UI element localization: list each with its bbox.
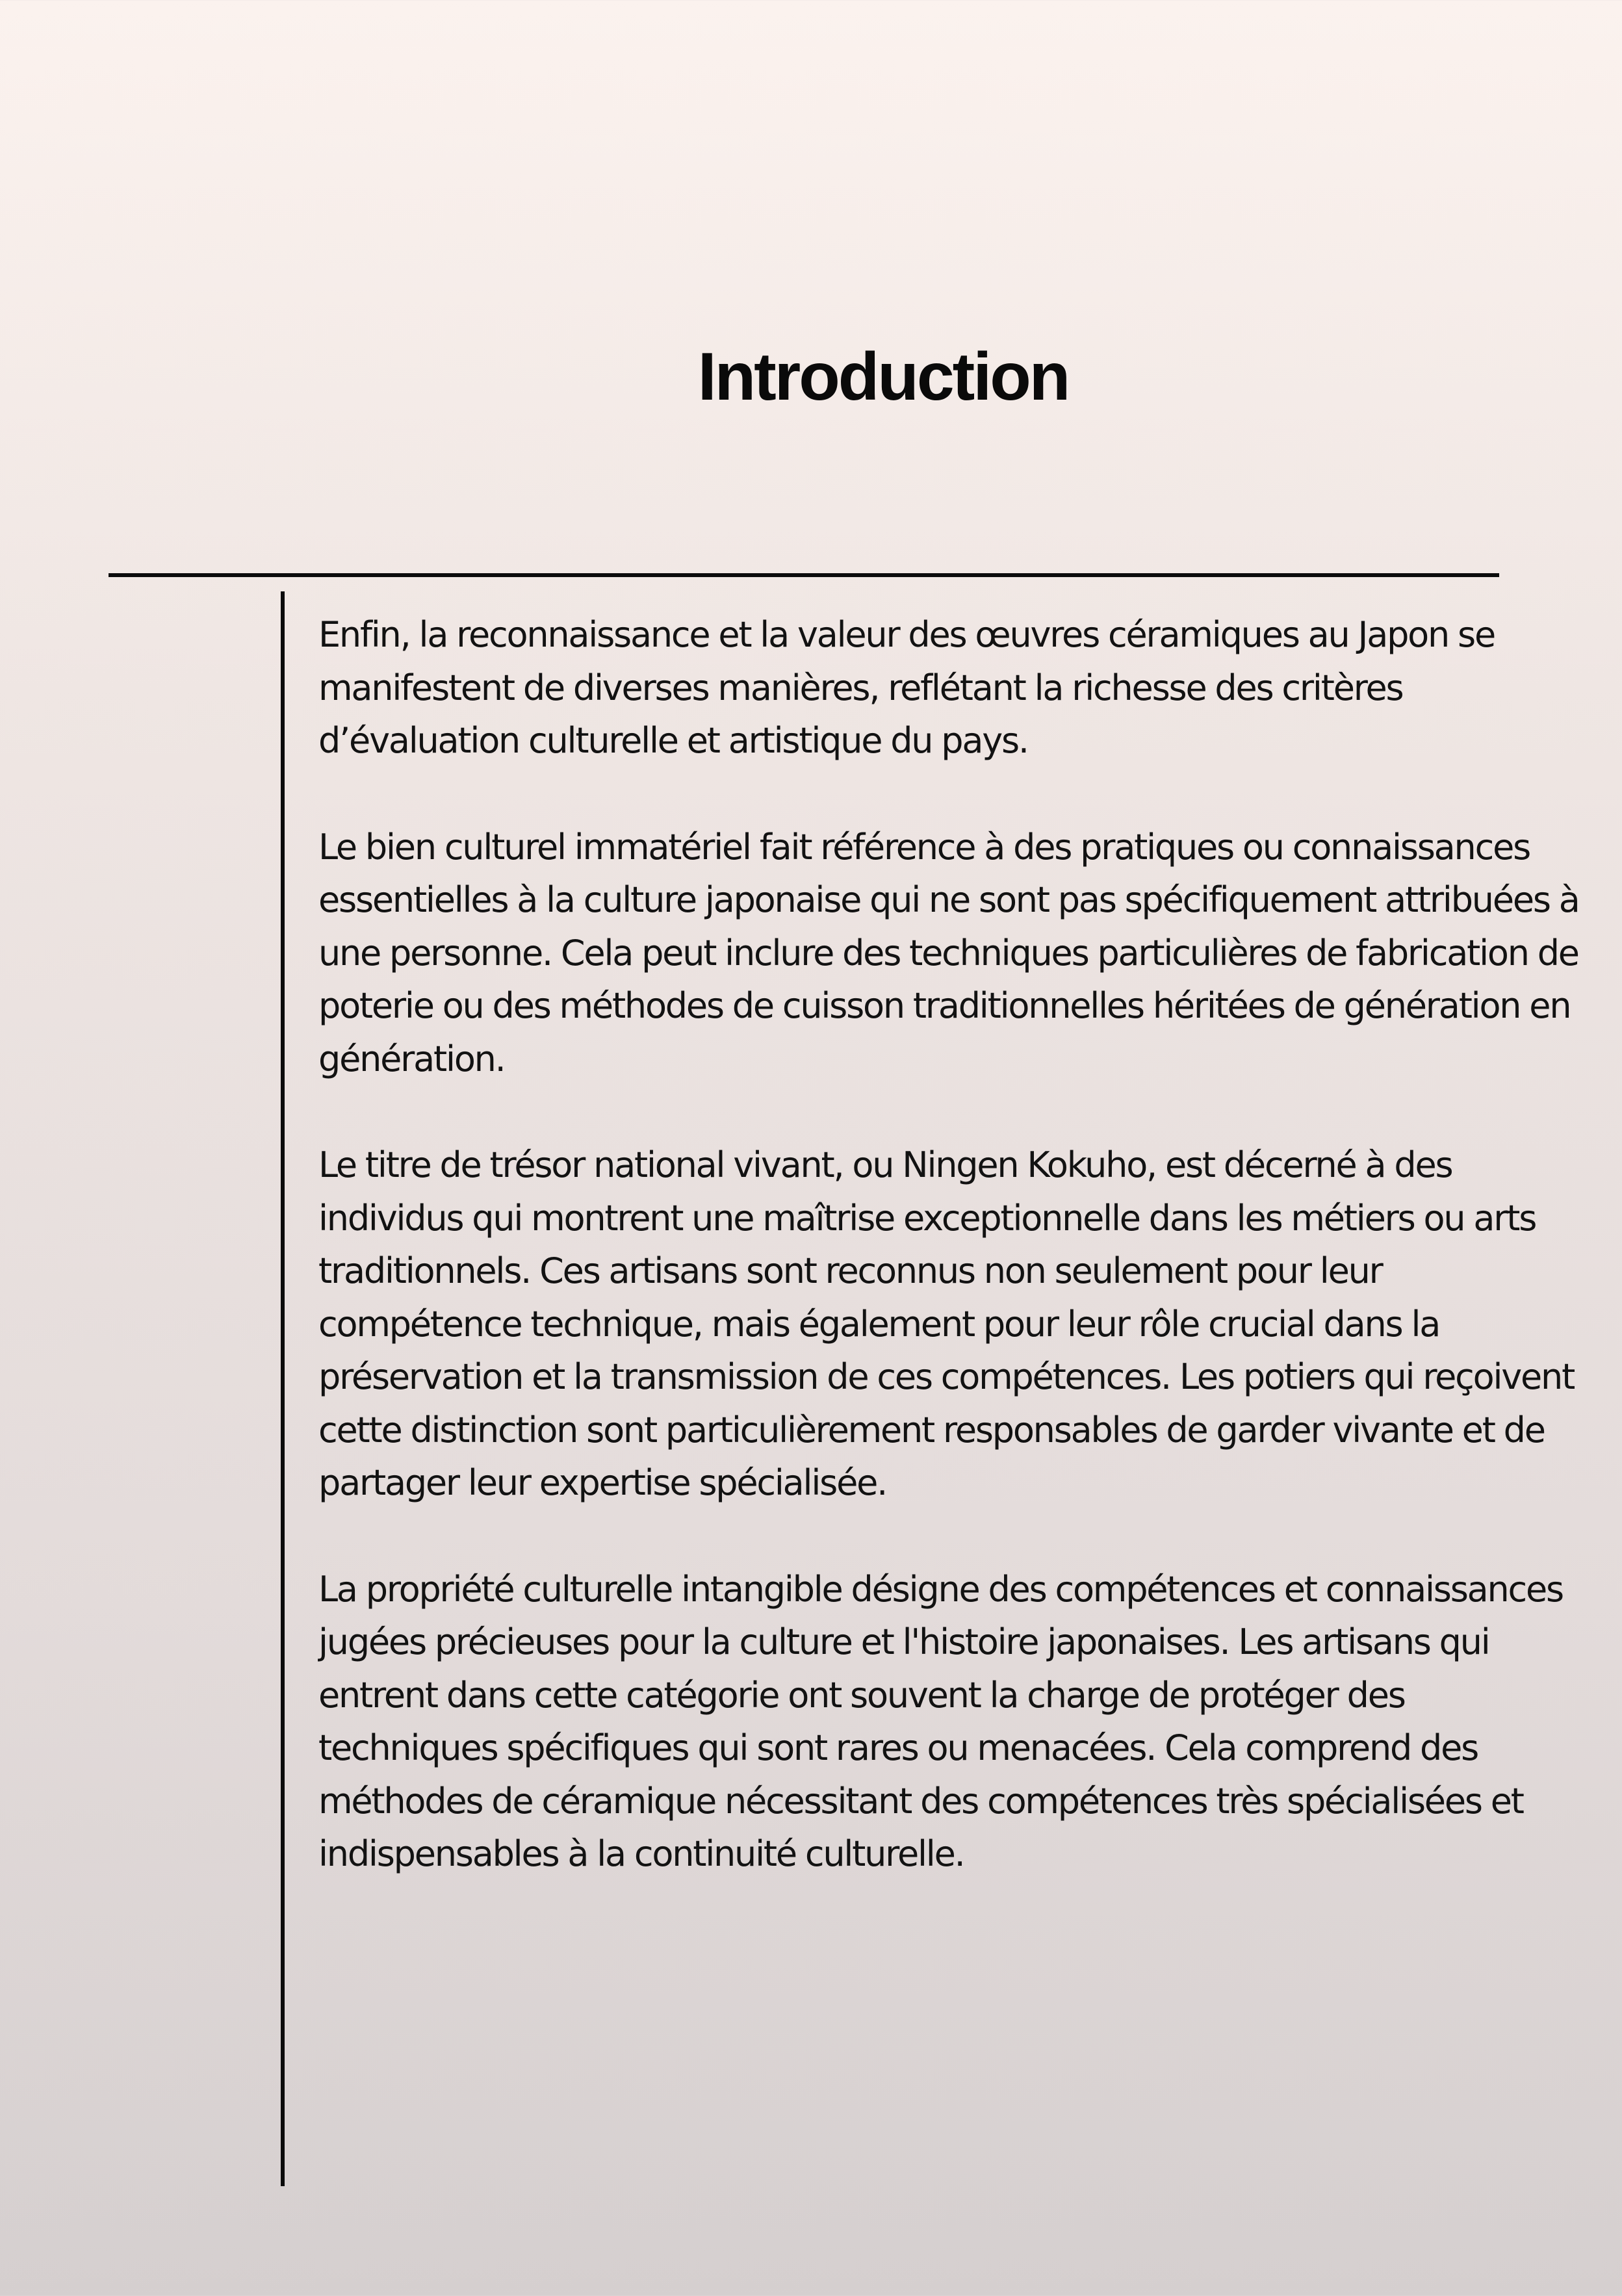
paragraph-intro: Enfin, la reconnaissance et la valeur des œuvres céramiques au Japon se manifestent de diverses manières, reflétant la richesse des critères d’évaluation culturelle et artistique du pays. [318, 614, 1495, 761]
paragraph-living-national-treasure: Le titre de trésor national vivant, ou Ningen Kokuho, est décerné à des individus qui montrent une maîtrise exceptionnelle dans les métiers ou arts traditionnels. Ces artisans sont reconnus non seulement pour leur compétence technique, mais également pour leur rôle crucial dans la préservation et la transmission de ces compétences. Les potiers qui reçoivent cette distinction sont particulièrement responsables de garder vivante et de partager leur expertise spécialisée. [318, 1144, 1575, 1503]
page-title: Introduction [697, 339, 1069, 415]
horizontal-divider [109, 573, 1499, 577]
paragraph-intangible-cultural-property: La propriété culturelle intangible désigne des compétences et connaissances jugées précieuses pour la culture et l'histoire japonaises. Les artisans qui entrent dans cette catégorie ont souvent la charge de protéger des techniques spécifiques qui sont rares ou menacées. Cela comprend des méthodes de céramique nécessitant des compétences très spécialisées et indispensables à la continuité culturelle. [318, 1568, 1563, 1874]
vertical-divider [281, 591, 285, 2186]
paragraph-intangible-cultural-asset: Le bien culturel immatériel fait référence à des pratiques ou connaissances essentielles à la culture japonaise qui ne sont pas spécifiquement attribuées à une personne. Cela peut inclure des techniques particulières de fabrication de poterie ou des méthodes de cuisson traditionnelles héritées de génération en génération. [318, 826, 1579, 1079]
body-text [318, 608, 1592, 1881]
